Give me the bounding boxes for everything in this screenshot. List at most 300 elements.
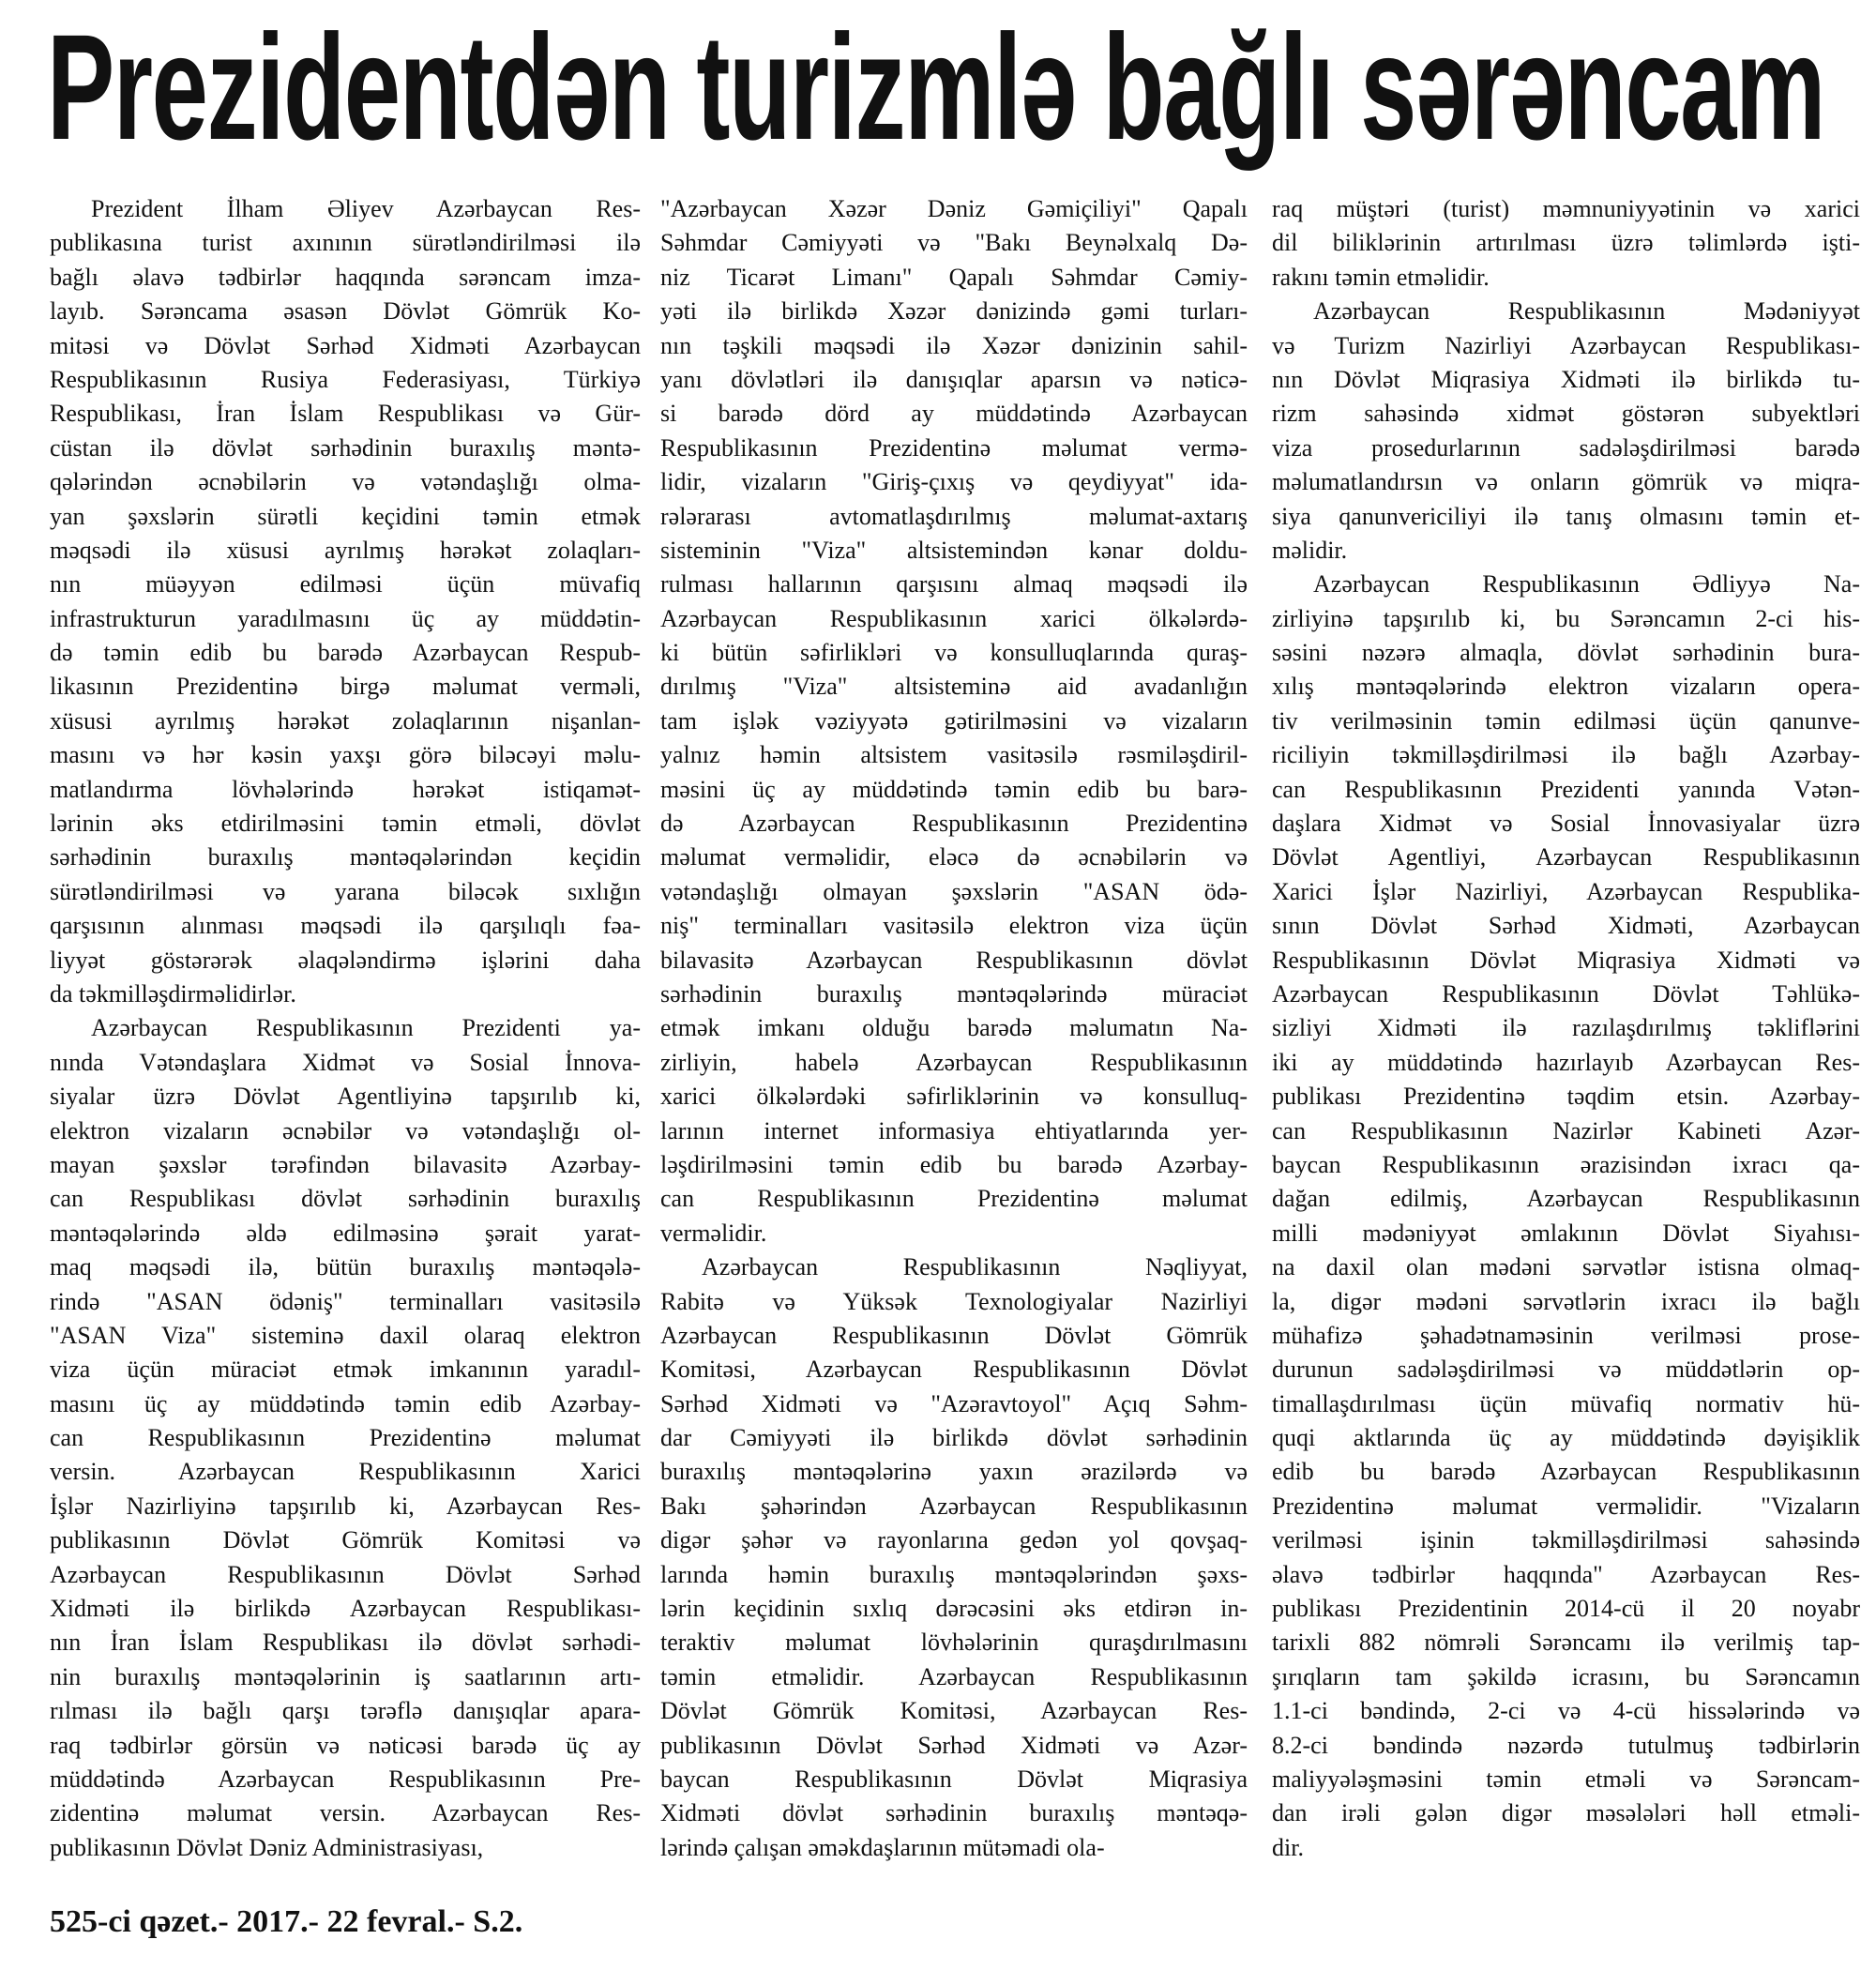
text-line-content: cüstan ilə dövlət sərhədinin buraxılış məntə- [50, 433, 641, 462]
text-line [660, 1285, 1248, 1319]
text-line-content: masını və hər kəsin yaxşı görə biləcəyi məlu- [50, 741, 641, 769]
text-line-content: quqi aktlarında üç ay müddətində dəyişiklik [1272, 1424, 1860, 1452]
text-line-content: Azərbaycan Respublikasının Prezidenti ya- [91, 1014, 641, 1042]
text-line [50, 1831, 641, 1865]
text-line [1272, 1387, 1860, 1421]
text-line-content: və Turizm Nazirliyi Azərbaycan Respublikası- [1272, 331, 1860, 359]
text-line [50, 1694, 641, 1728]
text-line [1272, 1046, 1860, 1080]
text-line [50, 909, 641, 943]
text-line-content: publikasının Dövlət Dəniz Administrasiyası, [50, 1833, 484, 1861]
text-line [660, 909, 1248, 943]
text-line [50, 1626, 641, 1659]
text-line-content: məlidir. [1272, 536, 1348, 564]
text-line [50, 670, 641, 704]
text-line [660, 1387, 1248, 1421]
text-line [660, 1490, 1248, 1523]
text-line [1272, 1182, 1860, 1216]
text-line [50, 295, 641, 328]
text-line-content: yalnız həmin altsistem vasitəsilə rəsmiləşdiril- [660, 741, 1248, 769]
text-line-content: rılması ilə bağlı qarşı tərəflə danışıqlar apara- [50, 1697, 641, 1725]
text-line [1272, 329, 1860, 363]
text-line-content: ləşdirilməsini təmin edib bu barədə Azərbay- [660, 1150, 1248, 1178]
text-line [660, 705, 1248, 738]
text-line [1272, 1148, 1860, 1182]
text-line [660, 944, 1248, 977]
text-line [660, 1046, 1248, 1080]
text-line [50, 465, 641, 499]
text-line [50, 1011, 641, 1045]
text-line-content: buraxılış məntəqələrinə yaxın ərazilərdə və [660, 1458, 1248, 1486]
text-line-content: məqsədi ilə xüsusi ayrılmış hərəkət zolaqları- [50, 536, 641, 564]
text-line [1272, 1114, 1860, 1148]
text-line-content: niş" terminalları vasitəsilə elektron viza üçün [660, 912, 1248, 940]
text-line-content: publikasının Dövlət Sərhəd Xidməti və Azər- [660, 1731, 1248, 1759]
text-line-content: "ASAN Viza" sisteminə daxil olaraq elektron [50, 1321, 641, 1349]
text-line [660, 807, 1248, 841]
text-line [50, 1148, 641, 1182]
text-line-content: digər şəhər və rayonlarına gedən yol qovşaq- [660, 1526, 1248, 1554]
text-line-content: can Respublikasının Nazirlər Kabineti Azər- [1272, 1116, 1860, 1144]
text-line [1272, 909, 1860, 943]
text-line [660, 261, 1248, 295]
source-citation: 525-ci qəzet.- 2017.- 22 fevral.- S.2. [50, 1904, 523, 1939]
text-line [1272, 1319, 1860, 1353]
text-line [1272, 977, 1860, 1011]
text-line [1272, 363, 1860, 397]
text-line-content: vətəndaşlığı olmayan şəxslərin "ASAN ödə- [660, 877, 1248, 905]
text-line [660, 1182, 1248, 1216]
text-line [50, 1285, 641, 1319]
text-line [660, 1319, 1248, 1353]
text-line [50, 568, 641, 601]
text-line-content: nın İran İslam Respublikası ilə dövlət sərhədi- [50, 1629, 641, 1657]
article-column-3 [1272, 192, 1860, 1865]
text-line-content: Prezident İlham Əliyev Azərbaycan Res- [91, 195, 641, 222]
text-line-content: mitəsi və Dövlət Sərhəd Xidməti Azərbaycan [50, 331, 641, 359]
text-line-content: səsini nəzərə almaqla, dövlət sərhədinin bura- [1272, 639, 1860, 667]
text-line [1272, 295, 1860, 328]
text-line [1272, 1217, 1860, 1250]
text-line-content: dar Cəmiyyəti ilə birlikdə dövlət sərhədinin [660, 1424, 1248, 1452]
text-line [1272, 1250, 1860, 1284]
text-line-content: də təmin edib bu barədə Azərbaycan Respub- [50, 639, 641, 667]
text-line [50, 636, 641, 670]
text-line-content: da təkmilləşdirməlidirlər. [50, 979, 296, 1008]
text-line-content: teraktiv məlumat lövhələrinin quraşdırılmasını [660, 1629, 1248, 1657]
text-line-content: viza prosedurlarının sadələşdirilməsi barədə [1272, 433, 1860, 462]
text-line [660, 1250, 1248, 1284]
text-line-content: tarixli 882 nömrəli Sərəncamı ilə verilmiş tap- [1272, 1629, 1860, 1657]
text-line-content: larında həmin buraxılış məntəqələrindən şəxs- [660, 1560, 1248, 1588]
text-line-content: rizm sahəsində xidmət göstərən subyektləri [1272, 400, 1860, 428]
text-line [50, 705, 641, 738]
text-line [1272, 534, 1860, 568]
text-line-content: milli mədəniyyət əmlakının Dövlət Siyahısı- [1272, 1219, 1860, 1247]
article-column-1 [50, 192, 641, 1865]
text-line [660, 1592, 1248, 1626]
text-line [1272, 1796, 1860, 1830]
text-line-content: siyalar üzrə Dövlət Agentliyinə tapşırılıb ki, [50, 1083, 641, 1111]
text-line-content: na daxil olan mədəni sərvətlər istisna olmaq- [1272, 1253, 1860, 1281]
text-line-content: masını üç ay müddətində təmin edib Azərbay- [50, 1389, 641, 1417]
text-line-content: sürətləndirilməsi və yarana biləcək sıxlığın [50, 877, 641, 905]
text-line-content: dan irəli gələn digər məsələləri həll etməli- [1272, 1799, 1860, 1827]
text-line [660, 1763, 1248, 1796]
text-line [50, 1182, 641, 1216]
text-line-content: yəti ilə birlikdə Xəzər dənizində gəmi turları- [660, 297, 1248, 326]
text-line-content: publikasının Dövlət Gömrük Komitəsi və [50, 1526, 641, 1554]
text-line [660, 875, 1248, 909]
text-line-content: nında Vətəndaşlara Xidmət və Sosial İnnova- [50, 1048, 641, 1076]
text-line [660, 1729, 1248, 1763]
text-line [50, 1558, 641, 1592]
text-line [1272, 1763, 1860, 1796]
text-line-content: dırılmış "Viza" altsisteminə aid avadanlığın [660, 673, 1248, 701]
text-line-content: Respublikası, İran İslam Respublikası və Gür- [50, 400, 641, 428]
text-line [660, 1353, 1248, 1387]
text-line [50, 1387, 641, 1421]
text-line [1272, 568, 1860, 601]
text-line-content: Respublikasının Dövlət Miqrasiya Xidməti və [1272, 946, 1860, 974]
text-line [660, 192, 1248, 226]
text-line [660, 1796, 1248, 1830]
text-line [1272, 705, 1860, 738]
text-line-content: Azərbaycan Respublikasının Dövlət Sərhəd [50, 1560, 641, 1588]
text-line [660, 363, 1248, 397]
text-line-content: Azərbaycan Respublikasının Ədliyyə Na- [1313, 570, 1860, 599]
text-line-content: daşlara Xidmət və Sosial İnnovasiyalar üzrə [1272, 810, 1860, 838]
text-line-content: 8.2-ci bəndində nəzərdə tutulmuş tədbirlərin [1272, 1731, 1860, 1759]
text-line-content: nın Dövlət Miqrasiya Xidməti ilə birlikdə tu- [1272, 365, 1860, 393]
text-line-content: baycan Respublikasının ərazisindən ixracı qa- [1272, 1150, 1860, 1178]
text-line-content: verilməsi işinin təkmilləşdirilməsi sahəsində [1272, 1526, 1860, 1554]
text-line-content: sisteminin "Viza" altsistemindən kənar doldu- [660, 536, 1248, 564]
text-line [50, 432, 641, 465]
text-line [660, 1455, 1248, 1489]
text-line-content: publikasına turist axınının sürətləndirilməsi ilə [50, 229, 641, 257]
text-line-content: publikası Prezidentinin 2014-cü il 20 noyabr [1272, 1595, 1860, 1623]
text-line [1272, 1660, 1860, 1694]
text-line [50, 226, 641, 260]
text-line-content: verməlidir. [660, 1219, 767, 1247]
text-line [50, 261, 641, 295]
text-line-content: si barədə dörd ay müddətində Azərbaycan [660, 400, 1248, 428]
text-line [660, 226, 1248, 260]
text-line [50, 1080, 641, 1114]
text-line [50, 1319, 641, 1353]
text-line-content: məlumat verməlidir, eləcə də əcnəbilərin və [660, 843, 1248, 871]
text-line [660, 773, 1248, 807]
text-line-content: təmin etməlidir. Azərbaycan Respublikasının [660, 1662, 1248, 1690]
text-line [50, 977, 641, 1011]
text-line-content: sizliyi Xidməti ilə razılaşdırılmış təkliflərini [1272, 1014, 1860, 1042]
text-line [660, 841, 1248, 874]
text-line-content: baycan Respublikasının Dövlət Miqrasiya [660, 1765, 1248, 1793]
text-line-content: rulması hallarının qarşısını almaq məqsədi ilə [660, 570, 1248, 599]
text-line-content: Respublikasının Rusiya Federasiyası, Türkiyə [50, 365, 641, 393]
text-line [1272, 944, 1860, 977]
text-line [660, 738, 1248, 772]
text-line-content: Dövlət Gömrük Komitəsi, Azərbaycan Res- [660, 1697, 1248, 1725]
text-line [660, 1148, 1248, 1182]
text-line [1272, 1523, 1860, 1557]
text-line [50, 1114, 641, 1148]
text-line-content: tiv verilməsinin təmin edilməsi üçün qanunve- [1272, 706, 1860, 735]
text-line-content: zirliyin, habelə Azərbaycan Respublikasının [660, 1048, 1248, 1076]
text-line [660, 1626, 1248, 1659]
text-line-content: ki bütün səfirlikləri və konsulluqlarında quraş- [660, 639, 1248, 667]
text-line-content: Bakı şəhərindən Azərbaycan Respublikasının [660, 1492, 1248, 1520]
text-line-content: nın təşkili məqsədi ilə Xəzər dənizinin sahil- [660, 331, 1248, 359]
text-line-content: can Respublikasının Prezidentinə məlumat [660, 1185, 1248, 1213]
text-line [1272, 738, 1860, 772]
text-line [660, 568, 1248, 601]
text-line-content: Azərbaycan Respublikasının Nəqliyyat, [702, 1253, 1248, 1281]
text-line-content: maliyyələşməsini təmin etməli və Sərəncam- [1272, 1765, 1860, 1793]
text-line-content: versin. Azərbaycan Respublikasının Xarici [50, 1458, 641, 1486]
text-line-content: 1.1-ci bəndində, 2-ci və 4-cü hissələrində və [1272, 1697, 1860, 1725]
article-title-text: Prezidentdən turizmlə bağlı sərəncam [47, 3, 1824, 171]
text-line [660, 295, 1248, 328]
text-line-content: Sərhəd Xidməti və "Azəravtoyol" Açıq Səhm- [660, 1389, 1248, 1417]
text-line-content: raq müştəri (turist) məmnuniyyətinin və xarici [1272, 195, 1860, 222]
text-line-content: xarici ölkələrdəki səfirliklərinin və konsulluq- [660, 1083, 1248, 1111]
text-line [50, 1490, 641, 1523]
text-line [50, 944, 641, 977]
text-line [50, 1250, 641, 1284]
text-line [1272, 1080, 1860, 1114]
text-line [1272, 670, 1860, 704]
text-line-content: edib bu barədə Azərbaycan Respublikasının [1272, 1458, 1860, 1486]
text-line-content: elektron vizaların əcnəbilər və vətəndaşlığı ol- [50, 1116, 641, 1144]
text-line [1272, 1011, 1860, 1045]
text-line [660, 636, 1248, 670]
text-line-content: qarşısının alınması məqsədi ilə qarşılıqlı fəa- [50, 912, 641, 940]
text-line [660, 670, 1248, 704]
text-line [50, 192, 641, 226]
text-line [1272, 773, 1860, 807]
text-line-content: iki ay müddətində hazırlayıb Azərbaycan Res- [1272, 1048, 1860, 1076]
text-line [1272, 1490, 1860, 1523]
article-column-2 [660, 192, 1248, 1865]
text-line [1272, 465, 1860, 499]
text-line-content: məsini üç ay müddətində təmin edib bu barə- [660, 775, 1248, 803]
text-line [50, 534, 641, 568]
text-line-content: liyyət göstərərək əlaqələndirmə işlərini daha [50, 946, 641, 974]
text-line [50, 841, 641, 874]
text-line [660, 500, 1248, 534]
text-line-content: siya qanunvericiliyi ilə tanış olmasını təmin et- [1272, 502, 1860, 530]
text-line [660, 1080, 1248, 1114]
text-line-content: dir. [1272, 1833, 1304, 1861]
text-line [50, 1592, 641, 1626]
text-line [50, 738, 641, 772]
text-line [660, 1217, 1248, 1250]
text-line [50, 1763, 641, 1796]
text-line-content: xüsusi ayrılmış hərəkət zolaqlarının nişanlan- [50, 706, 641, 735]
text-line-content: Azərbaycan Respublikasının Dövlət Gömrük [660, 1321, 1248, 1349]
text-line [1272, 1421, 1860, 1455]
text-line-content: rələrarası avtomatlaşdırılmış məlumat-axtarış [660, 502, 1248, 530]
text-line [1272, 1694, 1860, 1728]
text-line-content: Azərbaycan Respublikasının Dövlət Təhlükə- [1272, 979, 1860, 1008]
text-line [660, 1114, 1248, 1148]
article-title [47, 3, 1824, 171]
text-line [1272, 1455, 1860, 1489]
text-line-content: sərhədinin buraxılış məntəqələrindən keçidin [50, 843, 641, 871]
text-line [50, 602, 641, 636]
text-line [50, 363, 641, 397]
text-line-content: matlandırma lövhələrində hərəkət istiqamət- [50, 775, 641, 803]
text-line [1272, 192, 1860, 226]
text-line-content: timallaşdırılması üçün müvafiq normativ hü- [1272, 1389, 1860, 1417]
text-line-content: riciliyin təkmilləşdirilməsi ilə bağlı Azərbay- [1272, 741, 1860, 769]
text-line-content: zidentinə məlumat versin. Azərbaycan Res- [50, 1799, 641, 1827]
text-line-content: layıb. Sərəncama əsasən Dövlət Gömrük Ko- [50, 297, 641, 326]
text-line-content: yan şəxslərin sürətli keçidini təmin etmək [50, 502, 641, 530]
text-line-content: sının Dövlət Sərhəd Xidməti, Azərbaycan [1272, 912, 1860, 940]
text-line [660, 397, 1248, 431]
text-line [1272, 432, 1860, 465]
text-line-content: Xidməti ilə birlikdə Azərbaycan Respublikası- [50, 1595, 641, 1623]
text-line [50, 773, 641, 807]
text-line-content: rində "ASAN ödəniş" terminalları vasitəsilə [50, 1287, 641, 1315]
text-line-content: dil biliklərinin artırılması üzrə təlimlərdə işti- [1272, 229, 1860, 257]
text-line-content: can Respublikası dövlət sərhədinin buraxılış [50, 1185, 641, 1213]
text-line-content: Azərbaycan Respublikasının Mədəniyyət [1313, 297, 1860, 326]
text-line-content: Azərbaycan Respublikasının xarici ölkələrdə- [660, 604, 1248, 632]
text-line-content: mühafizə şəhadətnaməsinin verilməsi prose- [1272, 1321, 1860, 1349]
text-line-content: Səhmdar Cəmiyyəti və "Bakı Beynəlxalq Də- [660, 229, 1248, 257]
text-line [660, 1694, 1248, 1728]
text-line-content: Respublikasının Prezidentinə məlumat vermə- [660, 433, 1248, 462]
text-line [50, 1046, 641, 1080]
text-line [1272, 1592, 1860, 1626]
text-line [1272, 226, 1860, 260]
text-line [1272, 807, 1860, 841]
text-line-content: raq tədbirlər görsün və nəticəsi barədə üç ay [50, 1731, 641, 1759]
text-line [660, 1558, 1248, 1592]
text-line-content: Dövlət Agentliyi, Azərbaycan Respublikasının [1272, 843, 1860, 871]
text-line-content: Xidməti dövlət sərhədinin buraxılış məntəqə- [660, 1799, 1248, 1827]
text-line-content: rakını təmin etməlidir. [1272, 263, 1490, 291]
text-line-content: qələrindən əcnəbilərin və vətəndaşlığı olma- [50, 468, 641, 496]
text-line-content: sərhədinin buraxılış məntəqələrində müraciət [660, 979, 1248, 1008]
text-line-content: Komitəsi, Azərbaycan Respublikasının Dövlət [660, 1356, 1248, 1384]
text-line [50, 397, 641, 431]
text-line [660, 1660, 1248, 1694]
text-line [50, 500, 641, 534]
text-line-content: viza üçün müraciət etmək imkanının yaradıl- [50, 1356, 641, 1384]
text-line-content: İşlər Nazirliyinə tapşırılıb ki, Azərbaycan Res- [50, 1492, 641, 1520]
text-line-content: müddətində Azərbaycan Respublikasının Pre- [50, 1765, 641, 1793]
text-line [660, 329, 1248, 363]
text-line [660, 1421, 1248, 1455]
text-line-content: şırıqların tam şəkildə icrasını, bu Sərəncamın [1272, 1662, 1860, 1690]
text-line [660, 432, 1248, 465]
text-line [1272, 261, 1860, 295]
text-line [50, 1523, 641, 1557]
text-line-content: can Respublikasının Prezidenti yanında Vətən- [1272, 775, 1860, 803]
text-line-content: yanı dövlətləri ilə danışıqlar aparsın və nəticə- [660, 365, 1248, 393]
text-line-content: Prezidentinə məlumat verməlidir. "Vizaların [1272, 1492, 1860, 1520]
text-line-content: mayan şəxslər tərəfindən bilavasitə Azərbay- [50, 1150, 641, 1178]
text-line [50, 1729, 641, 1763]
text-line [50, 1353, 641, 1387]
text-line [1272, 1285, 1860, 1319]
text-line [660, 1523, 1248, 1557]
text-line-content: zirliyinə tapşırılıb ki, bu Sərəncamın 2-ci his- [1272, 604, 1860, 632]
text-line [1272, 397, 1860, 431]
text-line [50, 875, 641, 909]
text-line-content: bilavasitə Azərbaycan Respublikasının dövlət [660, 946, 1248, 974]
text-line-content: can Respublikasının Prezidentinə məlumat [50, 1424, 641, 1452]
text-line-content: nın müəyyən edilməsi üçün müvafiq [50, 570, 641, 599]
text-line-content: xılış məntəqələrində elektron vizaların opera- [1272, 673, 1860, 701]
text-line-content: publikası Prezidentinə təqdim etsin. Azərbay- [1272, 1083, 1860, 1111]
text-line-content: Rabitə və Yüksək Texnologiyalar Nazirliyi [660, 1287, 1248, 1315]
text-line [660, 534, 1248, 568]
text-line [50, 1796, 641, 1830]
text-line-content: tam işlək vəziyyətə gətirilməsini və vizaların [660, 706, 1248, 735]
text-line [660, 977, 1248, 1011]
text-line-content: məntəqələrində əldə edilməsinə şərait yarat- [50, 1219, 641, 1247]
text-line-content: lidir, vizaların "Giriş-çıxış və qeydiyyat" ida- [660, 468, 1248, 496]
text-line [1272, 500, 1860, 534]
text-line-content: etmək imkanı olduğu barədə məlumatın Na- [660, 1014, 1248, 1042]
text-line [1272, 602, 1860, 636]
text-line-content: Xarici İşlər Nazirliyi, Azərbaycan Respublika- [1272, 877, 1860, 905]
text-line-content: likasının Prezidentinə birgə məlumat verməli, [50, 673, 641, 701]
text-line [1272, 1831, 1860, 1865]
text-line-content: niz Ticarət Limanı" Qapalı Səhmdar Cəmiy- [660, 263, 1248, 291]
text-line-content: larının internet informasiya ehtiyatlarında yer- [660, 1116, 1248, 1144]
text-line [1272, 1626, 1860, 1659]
text-line [1272, 1353, 1860, 1387]
text-line-content: məlumatlandırsın və onların gömrük və miqra- [1272, 468, 1860, 496]
text-line [50, 807, 641, 841]
text-line-content: infrastrukturun yaradılmasını üç ay müddətin- [50, 604, 641, 632]
text-line-content: əlavə tədbirlər haqqında" Azərbaycan Res- [1272, 1560, 1860, 1588]
text-line-content: lərində çalışan əməkdaşlarının mütəmadi ola- [660, 1833, 1105, 1861]
text-line-content: lərin keçidinin sıxlıq dərəcəsini əks etdirən in- [660, 1595, 1248, 1623]
text-line [1272, 841, 1860, 874]
text-line [660, 1831, 1248, 1865]
text-line-content: lərinin əks etdirilməsini təmin etməli, dövlət [50, 810, 641, 838]
text-line [50, 1455, 641, 1489]
text-line-content: "Azərbaycan Xəzər Dəniz Gəmiçiliyi" Qapalı [660, 195, 1248, 222]
text-line [50, 329, 641, 363]
text-line-content: durunun sadələşdirilməsi və müddətlərin op- [1272, 1356, 1860, 1384]
text-line-content: la, digər mədəni sərvətlərin ixracı ilə bağlı [1272, 1287, 1860, 1315]
text-line [50, 1421, 641, 1455]
text-line [1272, 1558, 1860, 1592]
text-line [50, 1660, 641, 1694]
text-line-content: maq məqsədi ilə, bütün buraxılış məntəqələ- [50, 1253, 641, 1281]
text-line [1272, 875, 1860, 909]
text-line [1272, 636, 1860, 670]
text-line [1272, 1729, 1860, 1763]
text-line-content: də Azərbaycan Respublikasının Prezidentinə [660, 810, 1248, 838]
text-line-content: dağan edilmiş, Azərbaycan Respublikasının [1272, 1185, 1860, 1213]
text-line [660, 602, 1248, 636]
text-line [660, 465, 1248, 499]
text-line-content: nin buraxılış məntəqələrinin iş saatlarının artı- [50, 1662, 641, 1690]
text-line [660, 1011, 1248, 1045]
text-line [50, 1217, 641, 1250]
text-line-content: bağlı əlavə tədbirlər haqqında sərəncam imza- [50, 263, 641, 291]
